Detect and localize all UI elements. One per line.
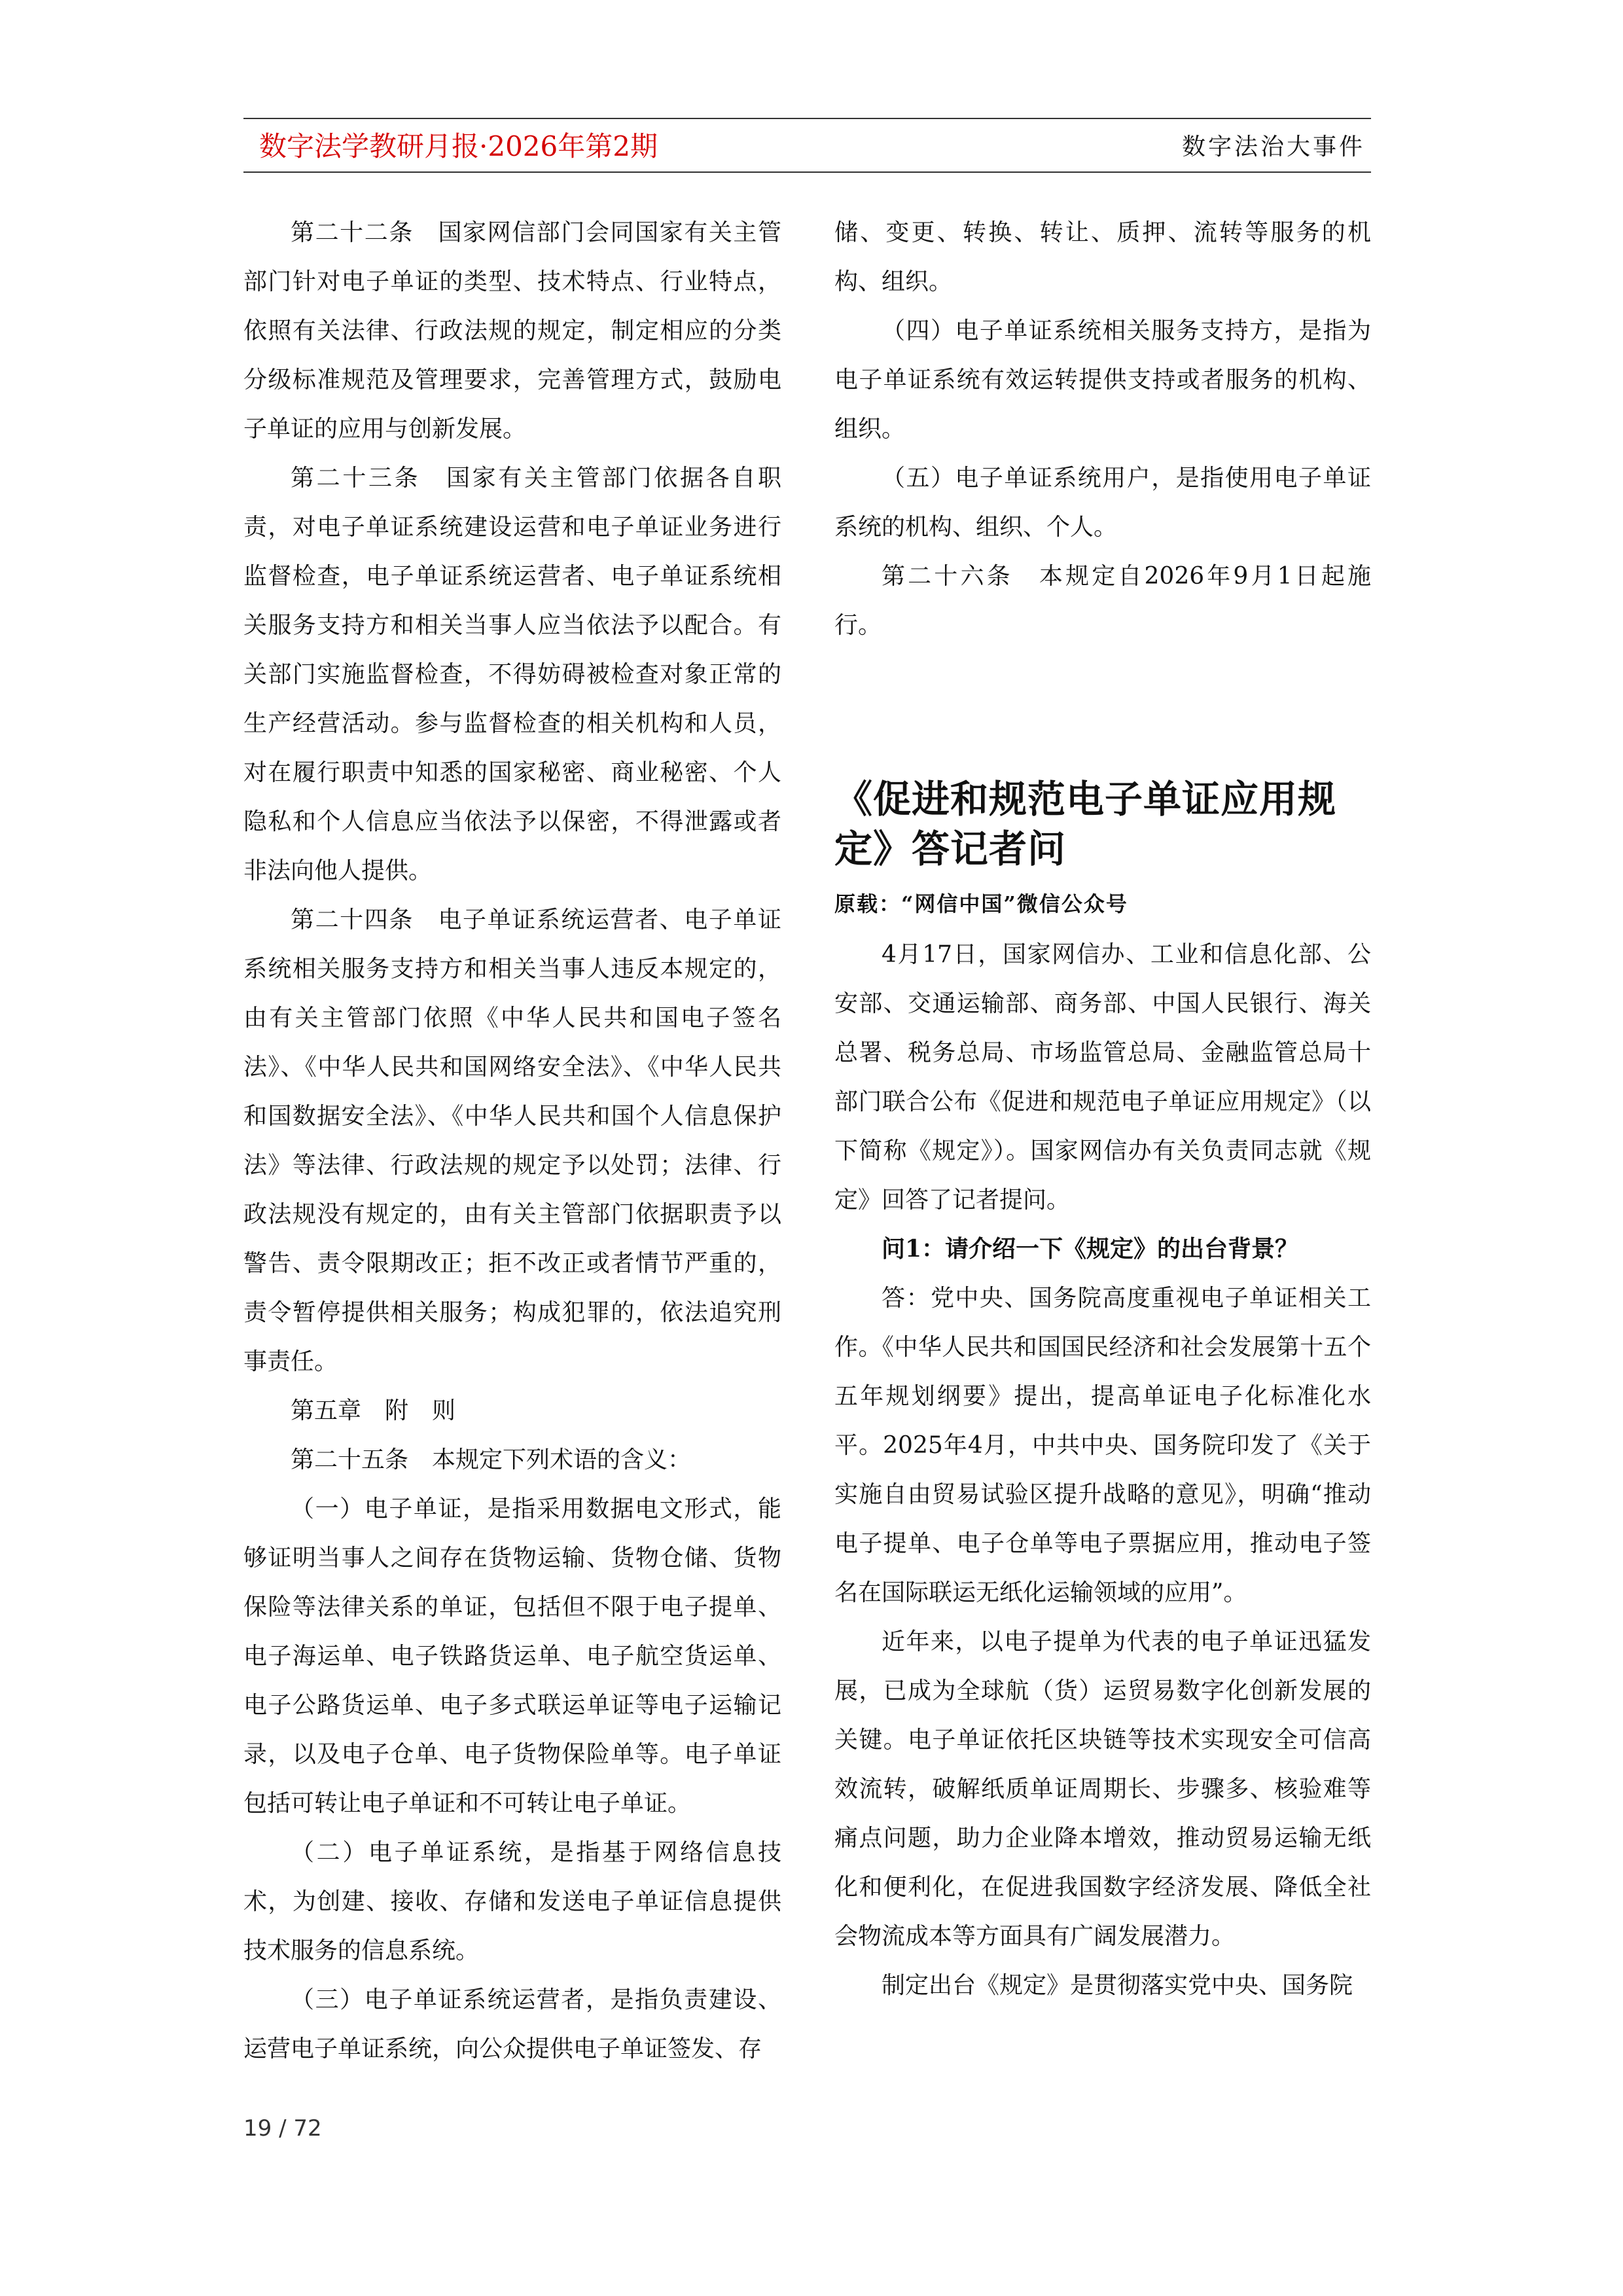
journal-issue-title: 数字法学教研月报·2026年第2期 [259, 130, 658, 162]
article-paragraph: 近年来，以电子提单为代表的电子单证迅猛发展，已成为全球航（货）运贸易数字化创新发展的关键。电子单证依托区块链等技术实现安全可信高效流转，破解纸质单证周期长、步骤多、核验难等痛点问题，助力企业降本增效，推动贸易运输无纸化和便利化，在促进我国数字经济发展、降低全社会物流成本等方面具有广阔发展潜力。 [834, 1628, 1371, 1950]
right-column [834, 208, 1371, 2010]
header-top-rule [243, 118, 1371, 119]
definition-4: （四）电子单证系统相关服务支持方，是指为电子单证系统有效运转提供支持或者服务的机构、组织。 [834, 317, 1371, 442]
article-24: 第二十四条 电子单证系统运营者、电子单证系统相关服务支持方和相关当事人违反本规定的，由有关主管部门依照《中华人民共和国电子签名法》、《中华人民共和国网络安全法》、《中华人民共和国数据安全法》、《中华人民共和国个人信息保护法》等法律、行政法规的规定予以处罚；法律、行政法规没有规定的，由有关主管部门依据职责予以警告、责令限期改正；拒不改正或者情节严重的，责令暂停提供相关服务；构成犯罪的，依法追究刑事责任。 [243, 906, 781, 1375]
question-heading: 问1：请介绍一下《规定》的出台背景？ [882, 1235, 1299, 1263]
article-paragraph: 制定出台《规定》是贯彻落实党中央、国务院 [882, 1972, 1353, 1999]
definition-3: （三）电子单证系统运营者，是指负责建设、运营电子单证系统，向公众提供电子单证签发、存 [243, 1986, 781, 2062]
chapter-heading: 第五章 附 则 [291, 1397, 456, 1424]
article-22: 第二十二条 国家网信部门会同国家有关主管部门针对电子单证的类型、技术特点、行业特点，依照有关法律、行政法规的规定，制定相应的分类分级标准规范及管理要求，完善管理方式，鼓励电子单证的应用与创新发展。 [243, 219, 781, 442]
section-title: 数字法治大事件 [1181, 134, 1365, 160]
definition-3-continued: 储、变更、转换、转让、质押、流转等服务的机构、组织。 [834, 219, 1371, 295]
page-number: 19 / 72 [243, 2115, 322, 2142]
column-spacer [834, 650, 1371, 774]
article-title: 《促进和规范电子单证应用规定》答记者问 [834, 777, 1337, 871]
definition-2: （二）电子单证系统，是指基于网络信息技术，为创建、接收、存储和发送电子单证信息提供技术服务的信息系统。 [243, 1839, 781, 1964]
article-23: 第二十三条 国家有关主管部门依据各自职责，对电子单证系统建设运营和电子单证业务进行监督检查，电子单证系统运营者、电子单证系统相关服务支持方和相关当事人应当依法予以配合。有关部门实施监督检查，不得妨碍被检查对象正常的生产经营活动。参与监督检查的相关机构和人员，对在履行职责中知悉的国家秘密、商业秘密、个人隐私和个人信息应当依法予以保密，不得泄露或者非法向他人提供。 [243, 465, 781, 884]
header-bottom-rule [243, 171, 1371, 173]
definition-5: （五）电子单证系统用户，是指使用电子单证系统的机构、组织、个人。 [834, 465, 1371, 541]
article-source: 原载：“网信中国”微信公众号 [834, 891, 1128, 916]
left-column [243, 208, 781, 2073]
article-25: 第二十五条 本规定下列术语的含义： [291, 1446, 692, 1473]
article-paragraph: 4月17日，国家网信办、工业和信息化部、公安部、交通运输部、商务部、中国人民银行、海关总署、税务总局、市场监管总局、金融监管总局十部门联合公布《促进和规范电子单证应用规定》（以下简称《规定》）。国家网信办有关负责同志就《规定》回答了记者提问。 [834, 941, 1371, 1213]
article-paragraph: 答：党中央、国务院高度重视电子单证相关工作。《中华人民共和国国民经济和社会发展第十五个五年规划纲要》提出，提高单证电子化标准化水平。2025年4月，中共中央、国务院印发了《关于实施自由贸易试验区提升战略的意见》，明确“推动电子提单、电子仓单等电子票据应用，推动电子签名在国际联运无纸化运输领域的应用”。 [834, 1285, 1371, 1606]
definition-1: （一）电子单证，是指采用数据电文形式，能够证明当事人之间存在货物运输、货物仓储、货物保险等法律关系的单证，包括但不限于电子提单、电子海运单、电子铁路货运单、电子航空货运单、电子公路货运单、电子多式联运单证等电子运输记录，以及电子仓单、电子货物保险单等。电子单证包括可转让电子单证和不可转让电子单证。 [243, 1496, 781, 1817]
article-26: 第二十六条 本规定自2026年9月1日起施行。 [834, 563, 1371, 639]
